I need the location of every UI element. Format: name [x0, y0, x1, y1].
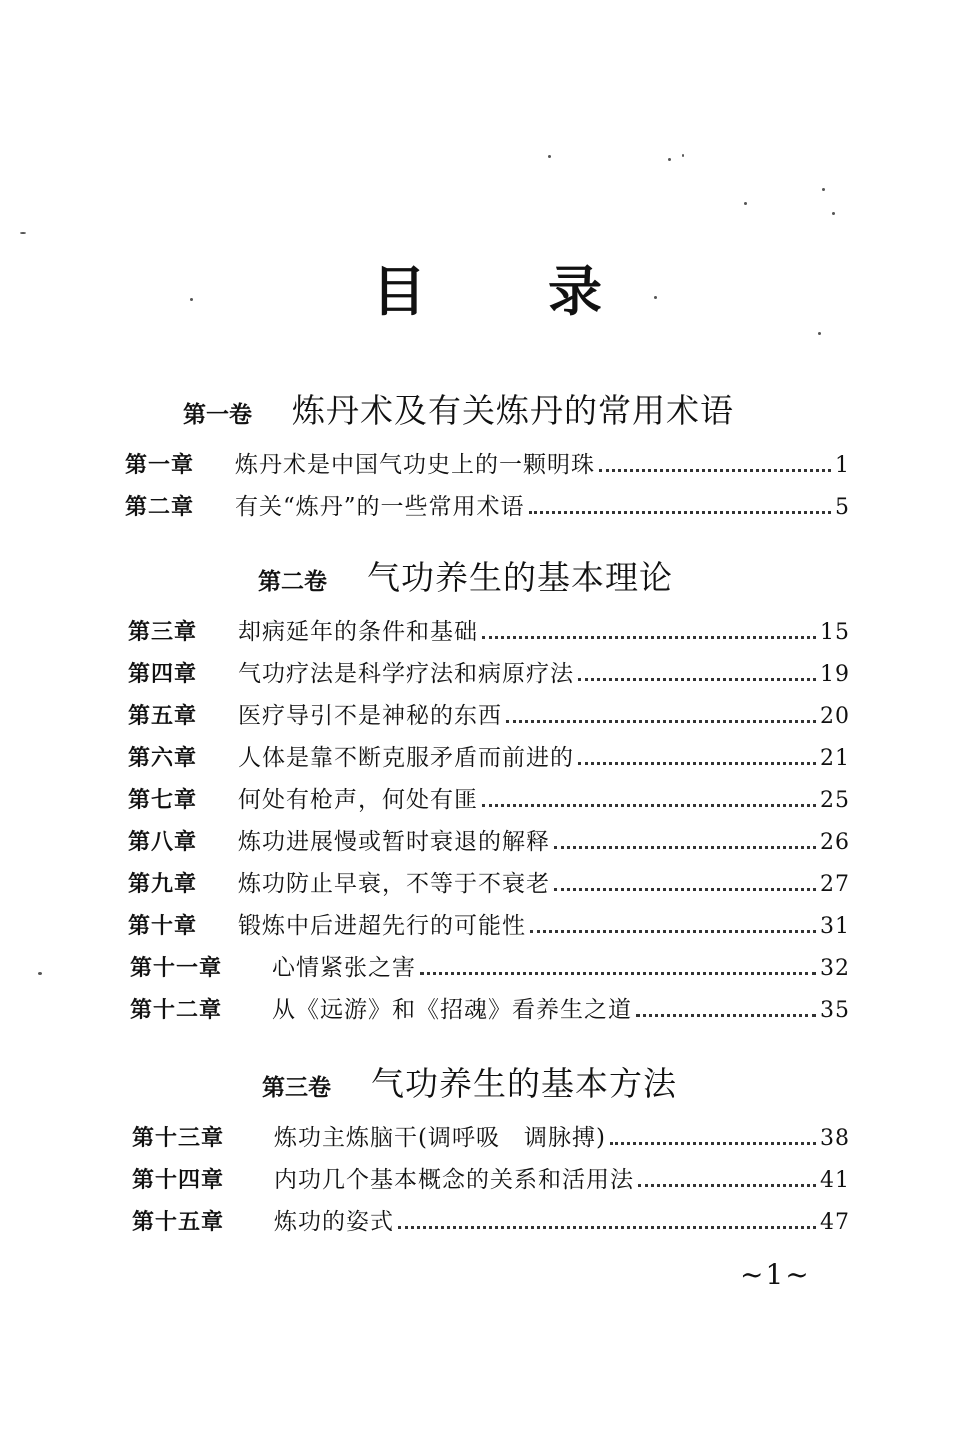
dot-leader [506, 720, 816, 723]
volume-label: 第三卷 [262, 1075, 331, 1101]
chapter-page-number: 1 [835, 453, 850, 478]
chapter-title: 从《远游》和《招魂》看养生之道 [272, 997, 632, 1023]
toc-entry[interactable] [128, 909, 850, 943]
scan-speck [682, 154, 684, 157]
chapter-label: 第六章 [128, 746, 198, 771]
scan-speck [832, 212, 835, 215]
scan-speck [818, 332, 821, 335]
toc-entry[interactable] [128, 615, 850, 649]
chapter-page-number: 26 [820, 830, 850, 855]
chapter-label: 第十三章 [132, 1126, 225, 1151]
chapter-page-number: 38 [820, 1126, 850, 1151]
toc-entry[interactable] [125, 490, 850, 524]
chapter-label: 第七章 [128, 788, 198, 813]
chapter-page-number: 19 [820, 662, 850, 687]
chapter-title: 人体是靠不断克服矛盾而前进的 [238, 745, 574, 771]
chapter-page-number: 41 [820, 1168, 850, 1193]
chapter-page-number: 32 [820, 956, 850, 981]
toc-entry[interactable] [128, 657, 850, 691]
chapter-label: 第一章 [125, 453, 195, 478]
chapter-page-number: 5 [835, 495, 850, 520]
chapter-title: 锻炼中后进超先行的可能性 [238, 913, 526, 939]
page-title [372, 262, 602, 322]
toc-entry[interactable] [128, 741, 850, 775]
toc-entry[interactable] [132, 1205, 850, 1239]
chapter-label: 第十一章 [130, 956, 223, 981]
chapter-page-number: 25 [820, 788, 850, 813]
dot-leader [482, 636, 816, 639]
volume-heading [183, 385, 734, 432]
dot-leader [529, 511, 831, 514]
toc-entry[interactable] [125, 448, 850, 482]
volume-label: 第一卷 [183, 402, 252, 428]
dot-leader [599, 469, 831, 472]
dot-leader [530, 930, 816, 933]
chapter-title: 炼功主炼脑干(调呼吸 调脉搏) [274, 1125, 606, 1151]
scan-speck [744, 202, 747, 205]
volume-heading [258, 552, 673, 599]
volume-label: 第二卷 [258, 569, 327, 595]
dot-leader [420, 972, 816, 975]
chapter-title: 炼功进展慢或暂时衰退的解释 [238, 829, 550, 855]
toc-entry[interactable] [128, 825, 850, 859]
chapter-label: 第四章 [128, 662, 198, 687]
footer-page-number: ~1~ [740, 1258, 811, 1291]
chapter-page-number: 20 [820, 704, 850, 729]
scan-speck [20, 232, 26, 234]
scan-speck [548, 155, 551, 158]
toc-entry[interactable] [128, 699, 850, 733]
chapter-label: 第五章 [128, 704, 198, 729]
volume-title: 炼丹术及有关炼丹的常用术语 [292, 391, 734, 430]
chapter-label: 第九章 [128, 872, 198, 897]
chapter-title: 炼功防止早衰，不等于不衰老 [238, 871, 550, 897]
dot-leader [482, 804, 816, 807]
chapter-label: 第十章 [128, 914, 198, 939]
chapter-page-number: 15 [820, 620, 850, 645]
page-title-char-2: 录 [548, 260, 602, 323]
dot-leader [610, 1142, 816, 1145]
toc-entry[interactable] [128, 783, 850, 817]
chapter-label: 第十四章 [132, 1168, 225, 1193]
chapter-title: 心情紧张之害 [272, 955, 416, 981]
scan-speck [190, 298, 193, 301]
toc-entry[interactable] [128, 867, 850, 901]
dot-leader [578, 678, 816, 681]
volume-title: 气功养生的基本理论 [367, 558, 673, 597]
dot-leader [554, 888, 816, 891]
chapter-page-number: 21 [820, 746, 850, 771]
chapter-page-number: 31 [820, 914, 850, 939]
toc-entry[interactable] [132, 1121, 850, 1155]
chapter-title: 炼功的姿式 [274, 1209, 394, 1235]
toc-entry[interactable] [132, 1163, 850, 1197]
chapter-label: 第二章 [125, 495, 195, 520]
volume-heading [262, 1058, 677, 1105]
chapter-title: 炼丹术是中国气功史上的一颗明珠 [235, 452, 595, 478]
chapter-page-number: 27 [820, 872, 850, 897]
dot-leader [398, 1226, 816, 1229]
dot-leader [638, 1184, 816, 1187]
chapter-label: 第十二章 [130, 998, 223, 1023]
chapter-label: 第十五章 [132, 1210, 225, 1235]
chapter-label: 第八章 [128, 830, 198, 855]
toc-entry[interactable] [130, 993, 850, 1027]
dot-leader [636, 1014, 816, 1017]
dot-leader [554, 846, 816, 849]
chapter-label: 第三章 [128, 620, 198, 645]
chapter-title: 何处有枪声，何处有匪 [238, 787, 478, 813]
dot-leader [578, 762, 816, 765]
chapter-page-number: 47 [820, 1210, 850, 1235]
chapter-title: 医疗导引不是神秘的东西 [238, 703, 502, 729]
chapter-title: 内功几个基本概念的关系和活用法 [274, 1167, 634, 1193]
chapter-title: 气功疗法是科学疗法和病原疗法 [238, 661, 574, 687]
chapter-page-number: 35 [820, 998, 850, 1023]
scan-speck [38, 972, 42, 975]
chapter-title: 却病延年的条件和基础 [238, 619, 478, 645]
scan-speck [668, 158, 671, 161]
scan-speck [654, 296, 657, 299]
toc-entry[interactable] [130, 951, 850, 985]
chapter-title: 有关“炼丹”的一些常用术语 [235, 494, 525, 520]
volume-title: 气功养生的基本方法 [371, 1064, 677, 1103]
page-title-char-1: 目 [372, 260, 426, 323]
scan-speck [822, 188, 825, 191]
